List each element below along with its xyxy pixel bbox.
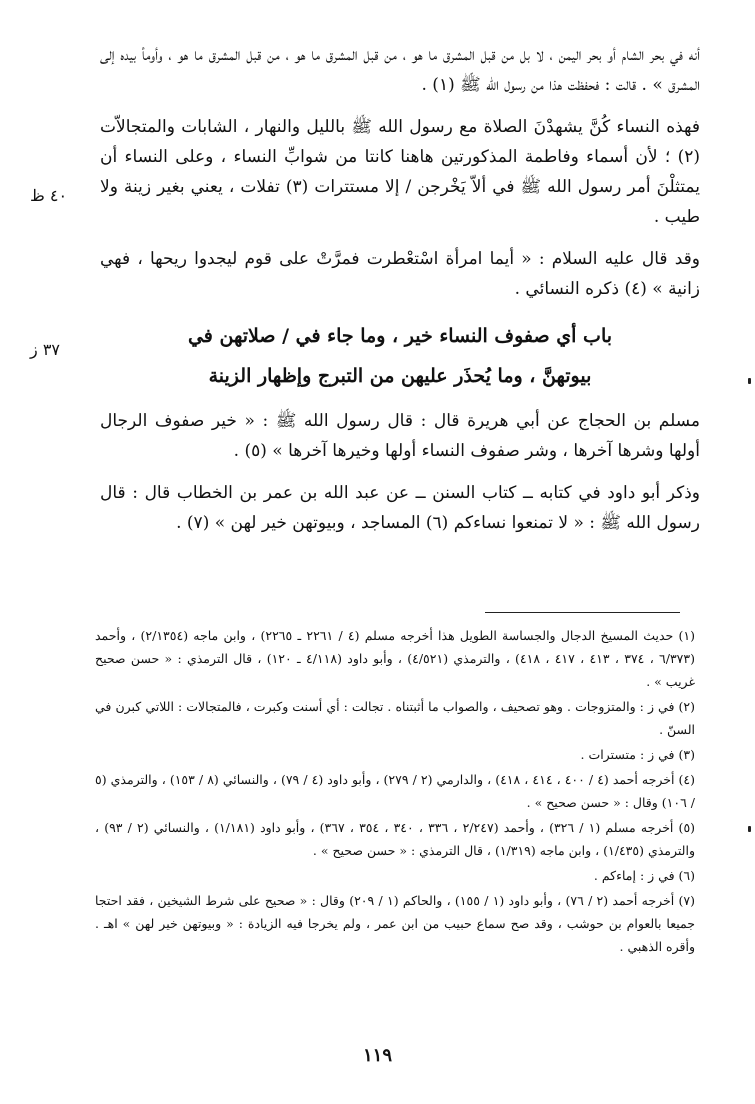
footnote-4: (٤) أخرجه أحمد (٤ / ٤٠٠ ، ٤١٤ ، ٤١٨) ، والدارمي (٢ / ٢٧٩) ، وأبو داود (٤ / ٧٩) ، والنسائي (٨ / ١٥٣) ، والترمذي (٥ / ١٠٦) وقال : « حسن صحيح » . xyxy=(95,772,695,810)
chapter-heading-line-2: بيوتهنَّ ، وما يُحذَر عليهن من التبرج وإظهار الزينة xyxy=(208,365,592,387)
paragraph-3: وقد قال عليه السلام : « أيما امرأة اسْتعْطرت فمرَّتْ على قوم ليجدوا ريحها ، فهي زانية » (٤) ذكره النسائي . xyxy=(100,249,700,299)
footnote-7: (٧) أخرجه أحمد (٢ / ٧٦) ، وأبو داود (١ / ١٥٥) ، والحاكم (١ / ٢٠٩) وقال : « صحيح على شرط الشيخين ، فقد احتجا جميعا بالعوام بن حوشب ، وقد صح سماع حبيب من ابن عمر ، ولم يخرجا فيه الزيادة : « وبيوتهن خير لهن » اهـ . وأقره الذهبي . xyxy=(95,893,695,954)
paragraph-4: مسلم بن الحجاج عن أبي هريرة قال : قال رسول الله ﷺ : « خير صفوف الرجال أولها وشرها آخرها ، وشر صفوف النساء أولها وخيرها آخرها » (٥) . xyxy=(100,411,700,461)
footnote-2: (٢) في ز : والمتزوجات . وهو تصحيف ، والصواب ما أثبتناه . تجالت : أي أسنت وكبرت ، فالمتجالات : اللاتي كبرن في السنّ . xyxy=(95,699,695,737)
paragraph-2: فهذه النساء كُنَّ يشهدْنَ الصلاة مع رسول الله ﷺ بالليل والنهار ، الشابات والمتجالاّت (٢) ؛ لأن أسماء وفاطمة المذكورتين هاهنا كانتا من شوابِّ النساء ، وعلى النساء أن يمتثلْنَ أمر رسول الله ﷺ في ألاّ يَخْرجن / إلا مستترات (٣) تفلات ، يعني بغير زينة ولا طيب . xyxy=(100,117,700,227)
footnotes-block xyxy=(95,624,695,960)
footnote-5: (٥) أخرجه مسلم (١ / ٣٢٦) ، وأحمد (٢/٢٤٧ ، ٣٣٦ ، ٣٤٠ ، ٣٥٤ ، ٣٦٧) ، وأبو داود (١/١٨١) ، والنسائي (٢ / ٩٣) ، والترمذي (١/٤٣٥) ، وابن ماجه (١/٣١٩) ، قال الترمذي : « حسن صحيح » . xyxy=(95,820,696,858)
margin-folio-37: ٣٧ ز xyxy=(30,340,60,359)
footnote-separator xyxy=(485,612,680,613)
page-number: ١١٩ xyxy=(362,1045,392,1066)
paragraph-5: وذكر أبو داود في كتابه ــ كتاب السنن ــ عن عبد الله بن عمر بن الخطاب قال : قال رسول الله ﷺ : « لا تمنعوا نساءكم (٦) المساجد ، وبيوتهن خير لهن » (٧) . xyxy=(100,483,700,533)
page-edge-mark xyxy=(748,378,751,384)
chapter-heading-line-1: باب أي صفوف النساء خير ، وما جاء في / صلاتهن في xyxy=(187,325,613,347)
main-text-block xyxy=(100,40,700,550)
footnote-3: (٣) في ز : متسترات . xyxy=(580,747,695,762)
margin-folio-40: ٤٠ ظ xyxy=(30,186,68,205)
chapter-heading xyxy=(100,316,700,396)
footnote-6: (٦) في ز : إماءكم . xyxy=(593,868,695,883)
page-edge-mark xyxy=(748,826,751,832)
paragraph-1: أنه في بحر الشام أو بحر اليمن ، لا بل من قبل المشرق ما هو ، من قبل المشرق ما هو ، من قبل المشرق ما هو ، وأومأ بيده إلى المشرق » . قالت : فحفظت هذا من رسول الله ﷺ (١) . xyxy=(100,45,700,95)
footnote-1: (١) حديث المسيخ الدجال والجساسة الطويل هذا أخرجه مسلم (٤ / ٢٢٦١ ـ ٢٢٦٥) ، وابن ماجه (٢/١٣٥٤) ، وأحمد (٦/٣٧٣ ، ٣٧٤ ، ٤١٣ ، ٤١٧ ، ٤١٨) ، والترمذي (٤/٥٢١) ، وأبو داود (٤/١١٨ ـ ١٢٠) ، قال الترمذي : « حسن صحيح غريب » . xyxy=(95,628,696,689)
